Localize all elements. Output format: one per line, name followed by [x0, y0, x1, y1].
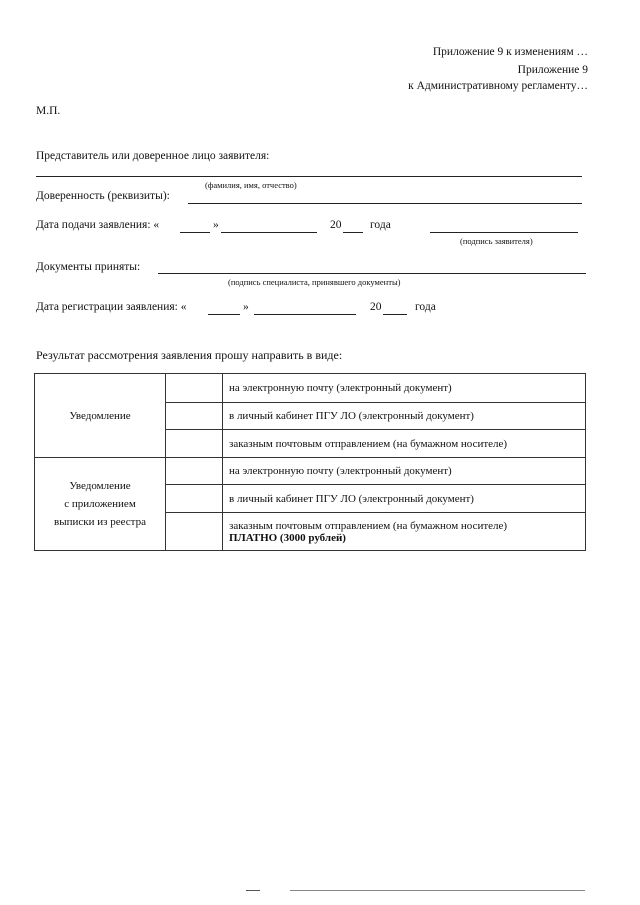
- checkbox-cell[interactable]: [166, 430, 223, 458]
- appendix-line-1: Приложение 9 к изменениям …: [432, 46, 588, 58]
- option-email: на электронную почту (электронный документ): [223, 374, 586, 403]
- specialist-signature-caption: (подпись специалиста, принявшего документы): [228, 277, 401, 287]
- paid-note: ПЛАТНО (3000 рублей): [229, 531, 346, 544]
- registration-day-field[interactable]: [208, 314, 240, 315]
- submission-month-field[interactable]: [221, 232, 317, 233]
- group-name-line: с приложением: [64, 498, 136, 510]
- applicant-signature-field[interactable]: [430, 232, 578, 233]
- power-of-attorney-field[interactable]: [188, 203, 582, 204]
- registration-month-field[interactable]: [254, 314, 356, 315]
- representative-caption: (фамилия, имя, отчество): [205, 180, 297, 190]
- specialist-signature-field[interactable]: [158, 273, 586, 274]
- option-pgu-cabinet: в личный кабинет ПГУ ЛО (электронный документ): [223, 403, 586, 430]
- group-notification-with-extract: [35, 458, 166, 551]
- checkbox-cell[interactable]: [166, 513, 223, 551]
- stamp-label: М.П.: [36, 105, 61, 117]
- appendix-line-3: к Административному регламенту…: [408, 80, 588, 92]
- option-registered-mail: заказным почтовым отправлением (на бумажном носителе): [229, 519, 508, 532]
- table-row: [35, 458, 586, 485]
- group-notification: Уведомление: [35, 374, 166, 458]
- appendix-line-2: Приложение 9: [517, 64, 588, 76]
- submission-year-field[interactable]: [343, 232, 363, 233]
- table-row: [35, 374, 586, 403]
- registration-year-prefix: 20: [370, 301, 382, 313]
- representative-name-field[interactable]: [36, 176, 582, 177]
- checkbox-cell[interactable]: [166, 374, 223, 403]
- checkbox-cell[interactable]: [166, 403, 223, 430]
- submission-year-suffix: года: [370, 219, 391, 231]
- scan-artifact: [290, 890, 585, 891]
- group-name-line: выписки из реестра: [54, 516, 146, 528]
- submission-quote-close: »: [213, 219, 219, 231]
- registration-quote-close: »: [243, 301, 249, 313]
- registration-year-field[interactable]: [383, 314, 407, 315]
- option-email: на электронную почту (электронный документ): [223, 458, 586, 485]
- submission-date-label: Дата подачи заявления: «: [36, 219, 160, 231]
- option-pgu-cabinet: в личный кабинет ПГУ ЛО (электронный документ): [223, 485, 586, 513]
- representative-label: Представитель или доверенное лицо заявителя:: [36, 150, 270, 162]
- submission-day-field[interactable]: [180, 232, 210, 233]
- checkbox-cell[interactable]: [166, 458, 223, 485]
- checkbox-cell[interactable]: [166, 485, 223, 513]
- registration-year-suffix: года: [415, 301, 436, 313]
- result-options-table: [34, 373, 586, 551]
- group-name-line: Уведомление: [69, 480, 131, 492]
- applicant-signature-caption: (подпись заявителя): [460, 236, 533, 246]
- registration-date-label: Дата регистрации заявления: «: [36, 301, 187, 313]
- result-heading: Результат рассмотрения заявления прошу направить в виде:: [36, 348, 343, 362]
- option-registered-mail-paid: [223, 513, 586, 551]
- submission-year-prefix: 20: [330, 219, 342, 231]
- option-registered-mail: заказным почтовым отправлением (на бумажном носителе): [223, 430, 586, 458]
- power-of-attorney-label: Доверенность (реквизиты):: [36, 190, 170, 202]
- documents-accepted-label: Документы приняты:: [36, 261, 141, 273]
- scan-artifact: [246, 890, 260, 891]
